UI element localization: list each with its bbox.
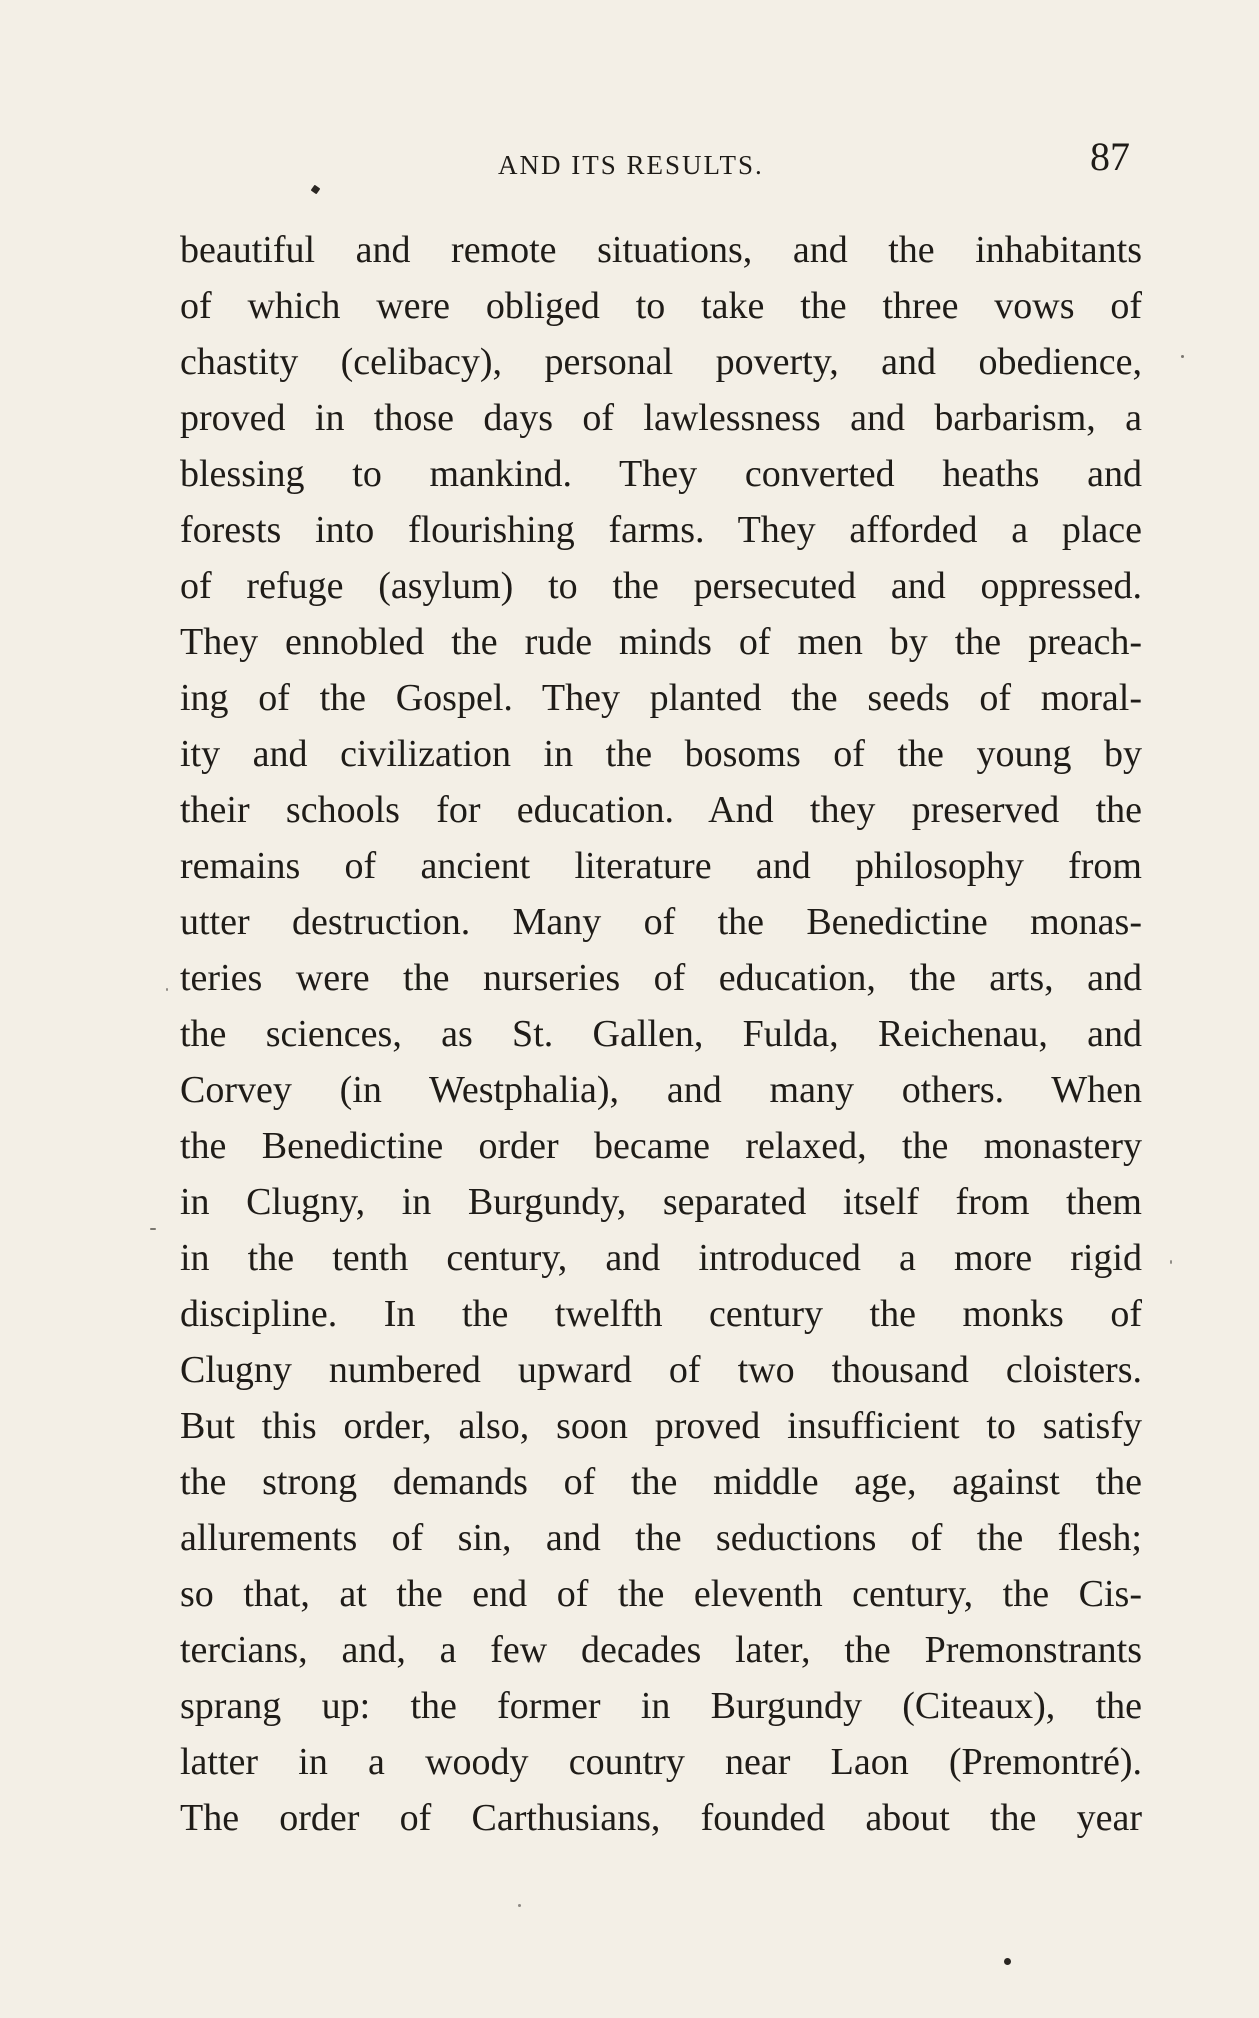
text-line: the strong demands of the middle age, against the — [180, 1461, 1142, 1503]
text-line: allurements of sin, and the seductions of the flesh; — [180, 1517, 1142, 1559]
text-line: ing of the Gospel. They planted the seeds of moral- — [180, 677, 1142, 719]
text-line: proved in those days of lawlessness and barbarism, a — [180, 397, 1142, 439]
text-line: ity and civilization in the bosoms of the young by — [180, 733, 1142, 775]
text-line: of which were obliged to take the three vows of — [180, 285, 1142, 327]
print-speck — [518, 1904, 521, 1907]
text-line: utter destruction. Many of the Benedictine monas- — [180, 901, 1142, 943]
text-line: in the tenth century, and introduced a more rigid — [180, 1237, 1142, 1279]
text-line: beautiful and remote situations, and the inhabitants — [180, 229, 1142, 271]
text-line: tercians, and, a few decades later, the Premonstrants — [180, 1629, 1142, 1671]
text-line: latter in a woody country near Laon (Premontré). — [180, 1741, 1142, 1783]
print-speck — [150, 1228, 156, 1230]
text-line: The order of Carthusians, founded about the year — [180, 1797, 1142, 1839]
text-line: of refuge (asylum) to the persecuted and oppressed. — [180, 565, 1142, 607]
text-line: They ennobled the rude minds of men by the preach- — [180, 621, 1142, 663]
print-speck — [1170, 1260, 1172, 1264]
text-line: the Benedictine order became relaxed, the monastery — [180, 1125, 1142, 1167]
text-line: in Clugny, in Burgundy, separated itself from them — [180, 1181, 1142, 1223]
print-speck — [166, 988, 168, 991]
text-line: forests into flourishing farms. They afforded a place — [180, 509, 1142, 551]
body-text — [180, 222, 1142, 1846]
print-speck — [311, 185, 321, 195]
text-line: teries were the nurseries of education, the arts, and — [180, 957, 1142, 999]
text-line: But this order, also, soon proved insufficient to satisfy — [180, 1405, 1142, 1447]
text-line: remains of ancient literature and philosophy from — [180, 845, 1142, 887]
text-line: so that, at the end of the eleventh century, the Cis- — [180, 1573, 1142, 1615]
text-line: sprang up: the former in Burgundy (Citeaux), the — [180, 1685, 1142, 1727]
running-head: AND ITS RESULTS. — [498, 150, 764, 180]
text-line: Clugny numbered upward of two thousand cloisters. — [180, 1349, 1142, 1391]
page-number: 87 — [1090, 134, 1130, 179]
text-line: the sciences, as St. Gallen, Fulda, Reichenau, and — [180, 1013, 1142, 1055]
text-line: blessing to mankind. They converted heaths and — [180, 453, 1142, 495]
text-line: their schools for education. And they preserved the — [180, 789, 1142, 831]
print-speck — [1004, 1958, 1011, 1965]
text-line: Corvey (in Westphalia), and many others. When — [180, 1069, 1142, 1111]
print-speck — [1181, 355, 1184, 358]
text-line: chastity (celibacy), personal poverty, and obedience, — [180, 341, 1142, 383]
text-line: discipline. In the twelfth century the monks of — [180, 1293, 1142, 1335]
